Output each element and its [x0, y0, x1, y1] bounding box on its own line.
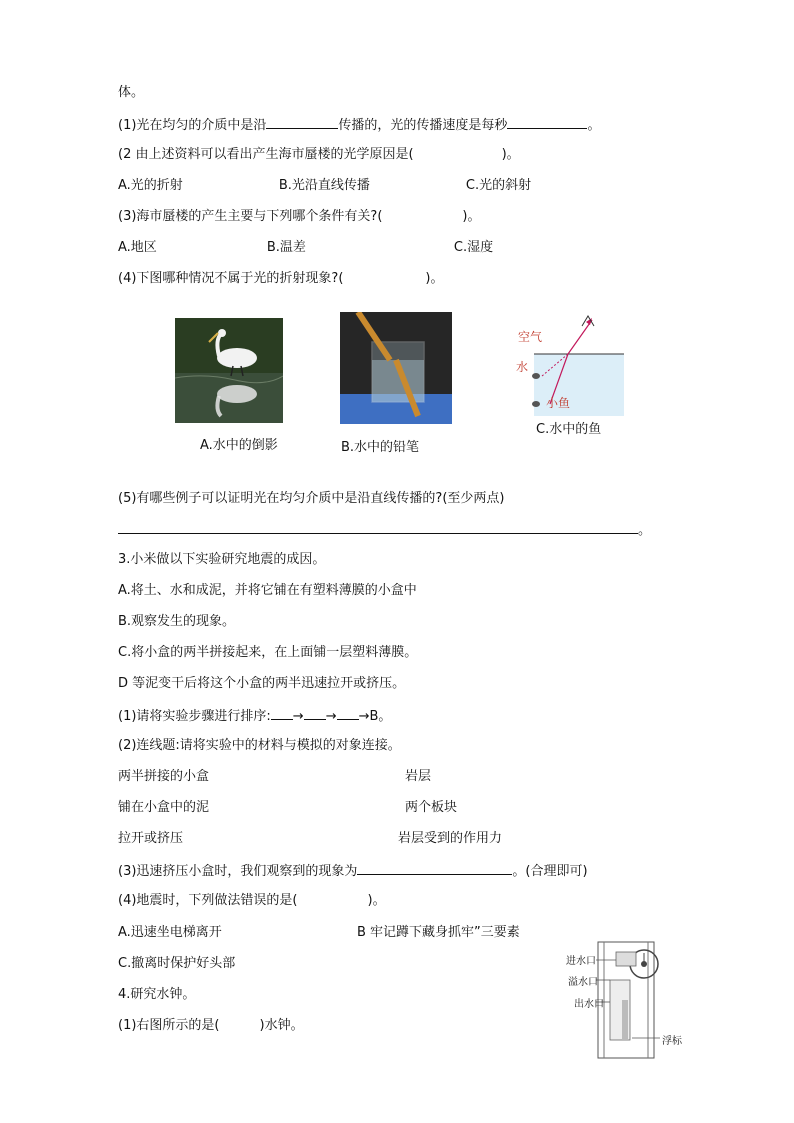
answer-blank[interactable] — [507, 115, 587, 129]
water-clock-diagram — [560, 940, 690, 1060]
option-c: C.撤离时保护好头部 — [118, 956, 236, 971]
step-d: D 等泥变干后将这个小盒的两半迅速拉开或挤压。 — [118, 676, 406, 691]
option-b: B 牢记蹲下藏身抓牢”三要素 — [357, 925, 520, 940]
option-b: B.光沿直线传播 — [278, 178, 370, 193]
step-c: C.将小盒的两半拼接起来，在上面铺一层塑料薄膜。 — [118, 645, 418, 660]
match-row: 铺在小盒中的泥 — [118, 800, 210, 815]
answer-blank[interactable] — [337, 706, 359, 720]
label-overflow: 溢水口 — [568, 977, 598, 988]
option-c: C.湿度 — [453, 240, 494, 255]
section-4-q1: (1)右图所示的是( )水钟。 — [118, 1018, 304, 1033]
label-outlet: 出水口 — [574, 999, 604, 1010]
answer-blank[interactable] — [304, 706, 326, 720]
pencil-in-water-image — [340, 312, 452, 424]
option-a: A.迅速坐电梯离开 — [118, 925, 222, 940]
question-4: (4)下图哪种情况不属于光的折射现象?( )。 — [118, 271, 444, 286]
option-b: B.温差 — [266, 240, 306, 255]
label-float: 浮标 — [662, 1036, 682, 1047]
options-2 — [118, 177, 531, 195]
fish-refraction-diagram — [506, 312, 624, 416]
section-3-q1: (1)请将实验步骤进行排序: → → →B。 — [118, 706, 391, 726]
match-target: 岩层受到的作用力 — [398, 831, 503, 846]
options-3 — [118, 239, 493, 257]
section-3-q4: (4)地震时，下列做法错误的是( )。 — [118, 893, 386, 908]
step-a: A.将土、水和成泥，并将它铺在有塑料薄膜的小盒中 — [118, 583, 417, 598]
text-line: 体。 — [118, 85, 145, 100]
question-5: (5)有哪些例子可以证明光在均匀介质中是沿直线传播的?(至少两点) — [118, 491, 505, 506]
question-1: (1)光在均匀的介质中是沿 传播的，光的传播速度是每秒 。 — [118, 115, 600, 135]
section-3-q2: (2)连线题:请将实验中的材料与模拟的对象连接。 — [118, 738, 401, 753]
question-3: (3)海市蜃楼的产生主要与下列哪个条件有关?( )。 — [118, 209, 481, 224]
section-3-title: 3.小米做以下实验研究地震的成因。 — [118, 552, 326, 567]
egret-reflection-image — [175, 318, 283, 423]
section-4-title: 4.研究水钟。 — [118, 987, 196, 1002]
option-a: A.光的折射 — [118, 178, 183, 193]
section-3-q3: (3)迅速挤压小盒时，我们观察到的现象为 。(合理即可) — [118, 861, 588, 881]
match-row: 两半拼接的小盒 — [118, 769, 210, 784]
option-c: C.光的斜射 — [465, 178, 532, 193]
caption-c: C.水中的鱼 — [536, 422, 602, 437]
caption-b: B.水中的铅笔 — [341, 440, 420, 455]
answer-blank[interactable] — [271, 706, 293, 720]
question-5-answer: 。 — [118, 520, 651, 540]
label-water: 水 — [516, 360, 529, 374]
question-2: (2 由上述资料可以看出产生海市蜃楼的光学原因是( )。 — [118, 147, 520, 162]
label-air: 空气 — [518, 330, 543, 344]
match-row: 拉开或挤压 — [118, 831, 184, 846]
caption-a: A.水中的倒影 — [200, 438, 278, 453]
step-b: B.观察发生的现象。 — [118, 614, 236, 629]
answer-blank[interactable] — [357, 861, 512, 875]
label-inlet: 进水口 — [566, 956, 596, 967]
match-target: 岩层 — [405, 769, 432, 784]
answer-blank[interactable] — [118, 520, 638, 534]
label-fish: 小鱼 — [546, 396, 571, 410]
option-a: A.地区 — [118, 240, 157, 255]
answer-blank[interactable] — [266, 115, 338, 129]
match-target: 两个板块 — [405, 800, 458, 815]
